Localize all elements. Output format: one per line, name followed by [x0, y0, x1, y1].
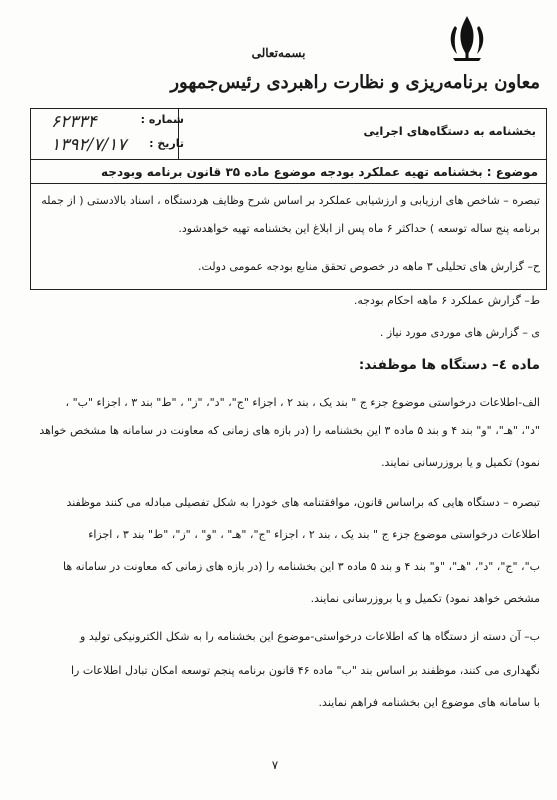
body-line: نمود) تکمیل و یا بروزرسانی نمایند. — [381, 456, 540, 469]
body-line: مشخص خواهد نمود) تکمیل و یا بروزرسانی نمایند. — [310, 592, 540, 605]
subject-rule — [31, 183, 546, 184]
header-rule — [31, 159, 546, 160]
date-value: ۱۳۹۲/۷/۱۷ — [51, 135, 127, 155]
body-line: ی – گزارش های موردی مورد نیاز . — [379, 326, 540, 339]
date-label: تاریخ : — [149, 137, 184, 150]
page-number: ۷ — [271, 758, 279, 772]
body-line: با سامانه های موضوع این بخشنامه فراهم نمایند. — [318, 696, 540, 709]
body-line: ب"، "ج"، "د"، "هـ"، "و" بند ۴ و بند ۵ ماده ۳ این بخشنامه را (در بازه های زمانی که معاونت در سامانه ها — [63, 560, 540, 573]
body-line: الف-اطلاعات درخواستی موضوع جزء ج " بند یک ، بند ۲ ، اجزاء "ج"، "د"، "ز" ، "ط" بند ۳ ، اجزاء "ب" ، — [65, 396, 540, 409]
number-value: ۶۲۳۳۴ — [51, 112, 97, 132]
section-heading: ماده ٤– دستگاه ها موظفند: — [358, 357, 540, 373]
body-line: برنامه پنج ساله توسعه ) حداکثر ۶ ماه پس از ابلاغ این بخشنامه تهیه خواهدشود. — [178, 222, 540, 235]
body-line: تبصره – شاخص های ارزیابی و ارزشیابی عملکرد بر اساس شرح وظایف هردستگاه ، اسناد بالادستی ( از جمله — [41, 194, 540, 207]
body-line: ح– گزارش های تحلیلی ۳ ماهه در خصوص تحقق منابع بودجه عمومی دولت. — [197, 260, 540, 273]
basmala-text: بسمه‌تعالی — [251, 46, 306, 60]
recipient-line: بخشنامه به دستگاه‌های اجرایی — [363, 124, 536, 138]
body-line: نگهداری می کنند، موظفند بر اساس بند "ب" ماده ۴۶ قانون برنامه پنجم توسعه امکان تبادل اطلاعات را — [70, 664, 540, 677]
subject-line: موضوع : بخشنامه تهیه عملکرد بودجه موضوع ماده ۳۵ قانون برنامه وبودجه — [101, 165, 538, 179]
number-label: شماره : — [140, 113, 184, 126]
body-line: ط– گزارش عملکرد ۶ ماهه احکام بودجه. — [353, 294, 540, 307]
body-line: اطلاعات درخواستی موضوع جزء ج " بند یک ، بند ۲ ، اجزاء "ج"، "هـ" ، "و" ، "ز"، "ط" بند ۳ ، اجزاء — [88, 528, 540, 541]
body-line: ب– آن دسته از دستگاه ها که اطلاعات درخواستی-موضوع این بخشنامه را به شکل الکترونیکی تولید و — [80, 630, 540, 643]
organization-title: معاون برنامه‌ریزی و نظارت راهبردی رئیس‌جمهور — [170, 72, 540, 93]
body-line: "د"، "هـ"، "و" بند ۴ و بند ۵ ماده ۳ این بخشنامه را (در بازه های زمانی که معاونت در سامانه ها مشخص خواهد — [39, 424, 540, 437]
body-line: تبصره – دستگاه هایی که براساس قانون، موافقتنامه های خودرا به شکل تفصیلی مبادله می کنند موظفند — [66, 496, 540, 509]
